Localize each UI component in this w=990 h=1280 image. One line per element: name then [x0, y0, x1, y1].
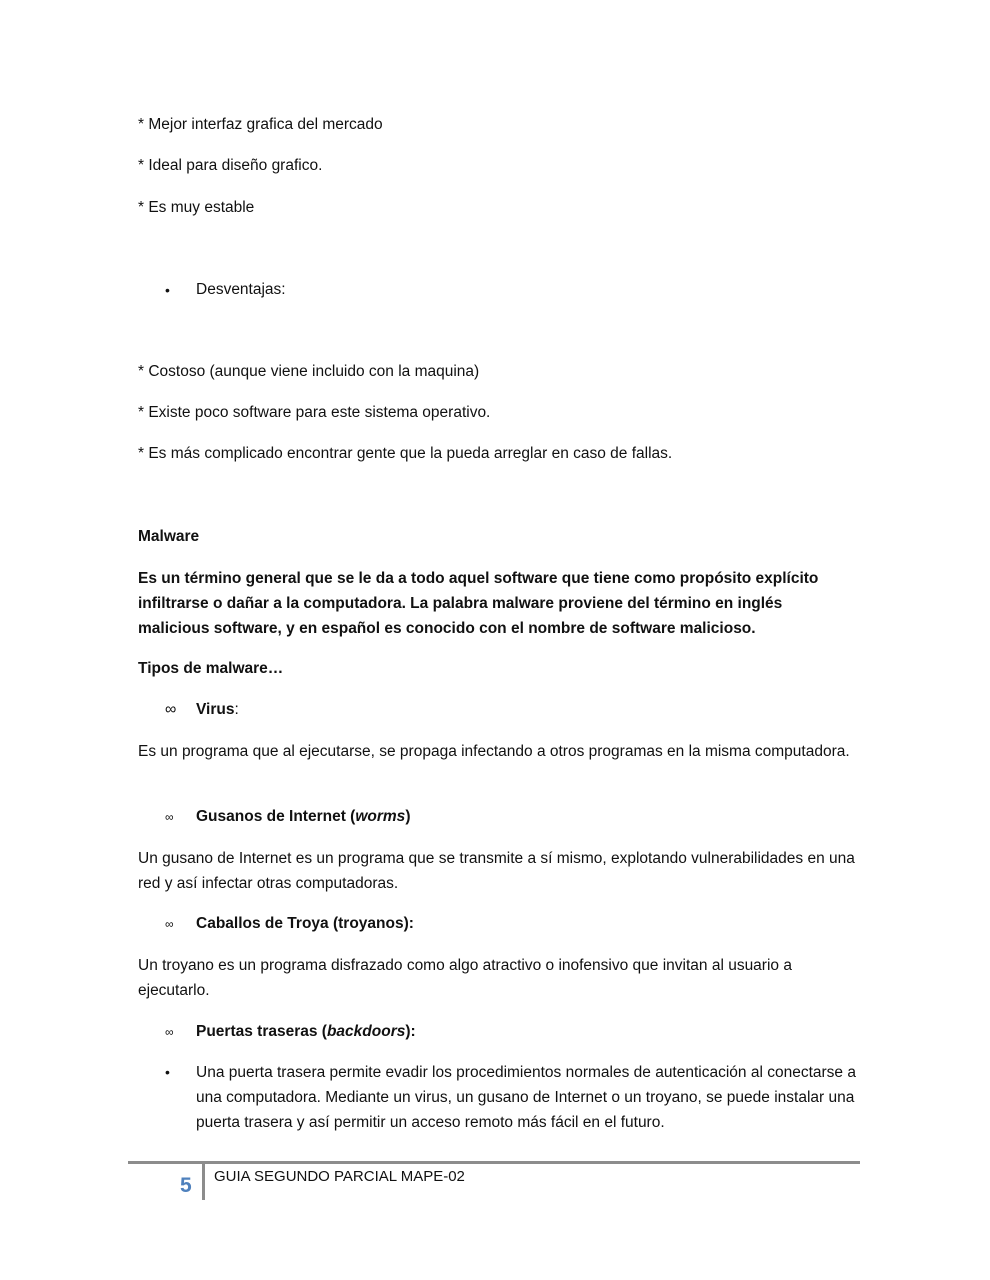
- infinity-bullet-icon: ∞: [165, 1025, 174, 1039]
- malware-types-heading: Tipos de malware…: [138, 660, 284, 677]
- infinity-bullet-icon: ∞: [165, 701, 177, 718]
- page-number: 5: [180, 1174, 192, 1197]
- disadvantage-item: * Es más complicado encontrar gente que la pueda arreglar en caso de fallas.: [138, 445, 673, 462]
- worms-description: Un gusano de Internet es un programa que se transmite a sí mismo, explotando vulnerabilidades en una red y así infectar otras computadoras.: [138, 850, 855, 892]
- worms-heading: [196, 807, 410, 827]
- bullet-icon: •: [165, 1064, 170, 1080]
- advantage-item: * Ideal para diseño grafico.: [138, 157, 323, 174]
- backdoors-label-prefix: Puertas traseras (: [196, 1023, 327, 1040]
- backdoors-label-suffix: ):: [405, 1023, 416, 1040]
- malware-heading: Malware: [138, 528, 200, 545]
- infinity-bullet-icon: ∞: [165, 917, 174, 931]
- backdoors-description: Una puerta trasera permite evadir los procedimientos normales de autenticación al conectarse a una computadora. Mediante un virus, un gusano de Internet o un troyano, se puede instalar una puerta trasera y así permitir un acceso remoto más fácil en el futuro.: [196, 1064, 856, 1131]
- backdoors-heading: [196, 1022, 416, 1042]
- virus-colon: :: [234, 701, 239, 718]
- trojans-description: Un troyano es un programa disfrazado como algo atractivo o inofensivo que invitan al usuario a ejecutarlo.: [138, 957, 792, 999]
- backdoors-label-italic: backdoors: [326, 1023, 406, 1040]
- virus-description: Es un programa que al ejecutarse, se propaga infectando a otros programas en la misma computadora.: [138, 743, 850, 760]
- advantage-item: * Mejor interfaz grafica del mercado: [138, 116, 383, 133]
- malware-definition: Es un término general que se le da a todo aquel software que tiene como propósito explícito infiltrarse o dañar a la computadora. La palabra malware proviene del término en inglés malicious software, y en español es conocido con el nombre de software malicioso.: [138, 570, 819, 637]
- disadvantage-item: * Existe poco software para este sistema operativo.: [138, 404, 491, 421]
- trojans-heading: Caballos de Troya (troyanos):: [196, 915, 414, 932]
- footer-vertical-divider: [202, 1164, 205, 1200]
- disadvantages-heading: Desventajas:: [196, 281, 286, 298]
- advantage-item: * Es muy estable: [138, 199, 255, 216]
- virus-heading: [196, 700, 239, 720]
- worms-label-italic: worms: [355, 808, 406, 825]
- bullet-icon: •: [165, 282, 170, 298]
- virus-label: Virus: [196, 701, 235, 718]
- disadvantage-item: * Costoso (aunque viene incluido con la maquina): [138, 363, 480, 380]
- footer-title: GUIA SEGUNDO PARCIAL MAPE-02: [214, 1168, 465, 1185]
- footer-divider: [128, 1161, 860, 1164]
- worms-label-prefix: Gusanos de Internet (: [196, 808, 356, 825]
- infinity-bullet-icon: ∞: [165, 810, 174, 824]
- worms-label-suffix: ): [405, 808, 411, 825]
